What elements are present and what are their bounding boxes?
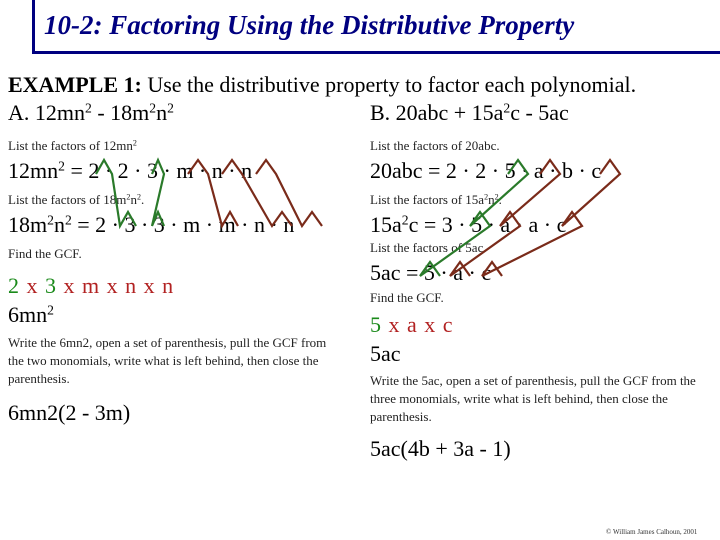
right-list2-label-text: List the factors of 15a: [370, 192, 485, 207]
left-list2-term-b: n: [53, 212, 65, 237]
left-instruction: Write the 6mn2, open a set of parenthesis, pull the GCF from the two monomials, write what is left behind, then close the parenthesis.: [8, 335, 327, 386]
right-list2-term-b: c = 3 · 5 · a · a · c: [408, 212, 567, 237]
left-list2-label-end: n: [130, 192, 137, 207]
part-a-problem: A. $12mn^2 - 18m^2n^2$: [8, 100, 174, 125]
left-list1-term: 12mn: [8, 158, 59, 183]
right-instruction: Write the 5ac, open a set of parenthesis, pull the GCF from the three monomials, write what is left behind, then close the parenthesis.: [370, 373, 696, 424]
right-gcf-result: 5ac: [370, 341, 401, 366]
left-gcf-product: 2 x 3 x m x n x n: [8, 273, 175, 298]
left-list2-label-text: List the factors of 18m: [8, 192, 127, 207]
right-list2-factors: $15a^2c = 3 \cdot 5 \cdot a \cdot a \cdot c$: [370, 212, 567, 237]
left-link-2: [96, 160, 136, 226]
right-link-c: [482, 160, 620, 276]
right-list1-factors: 20abc = 2 · 2 · 5 · a · b · c: [370, 158, 602, 183]
right-answer: 5ac(4b + 3a - 1): [370, 436, 511, 461]
left-list1-factor-text: = 2 · 2 · 3 · m · n · n: [70, 158, 253, 183]
left-link-3: [152, 160, 164, 226]
part-a-text-3: n: [156, 100, 168, 125]
right-gcf-product: 5 x a x c: [370, 312, 454, 337]
page-title: 10-2: Factoring Using the Distributive Property: [44, 10, 575, 40]
left-gcf-label: Find the GCF.: [8, 246, 82, 261]
right-link-a: [450, 160, 560, 276]
left-answer: 6mn2(2 - 3m): [8, 400, 131, 425]
left-list1-factors: $12mn^2 = 2 \cdot 2 \cdot 3 \cdot m \cdot n \cdot n$: [8, 158, 253, 183]
left-list1-label: List the factors of $12mn^2$: [8, 138, 137, 153]
part-a-text-2: - 18m: [91, 100, 150, 125]
left-gcf-result: $6mn^2$: [8, 302, 54, 327]
part-b-text-2: c - 5ac: [510, 100, 569, 125]
right-list2-label-end: n: [488, 192, 495, 207]
right-gcf-label: Find the GCF.: [370, 290, 444, 305]
left-list2-label: List the factors of $18m^2n^2$.: [8, 192, 145, 207]
example-instruction: Use the distributive property to factor each polynomial.: [141, 72, 637, 97]
left-list2-factor-text: = 2 · 3 · 3 · m · m · n · n: [77, 212, 295, 237]
right-list3-factors: 5ac = 5 · a · c: [370, 260, 492, 285]
right-list3-label: List the factors of 5ac.: [370, 240, 487, 255]
left-list1-label-text: List the factors of 12mn: [8, 138, 133, 153]
right-list1-label: List the factors of 20abc.: [370, 138, 500, 153]
left-gcf-result-text: 6mn: [8, 302, 48, 327]
left-link-m: [188, 160, 238, 226]
left-list2-term-a: 18m: [8, 212, 48, 237]
example-label: EXAMPLE 1:: [8, 72, 142, 97]
left-connectors: [96, 160, 322, 226]
right-list2-term-a: 15a: [370, 212, 402, 237]
right-connectors: [420, 160, 620, 276]
left-list2-factors: $18m^2n^2 = 2 \cdot 3 \cdot 3 \cdot m \cdot m \cdot n \cdot n$: [8, 212, 295, 237]
part-b-problem: B. $20abc + 15a^2c - 5ac$: [370, 100, 569, 125]
copyright: © William James Calhoun, 2001: [606, 528, 698, 536]
part-a-text-1: A. 12mn: [8, 100, 85, 125]
part-b-text-1: B. 20abc + 15a: [370, 100, 504, 125]
right-list2-label: List the factors of $15a^2n^2$.: [370, 192, 502, 207]
